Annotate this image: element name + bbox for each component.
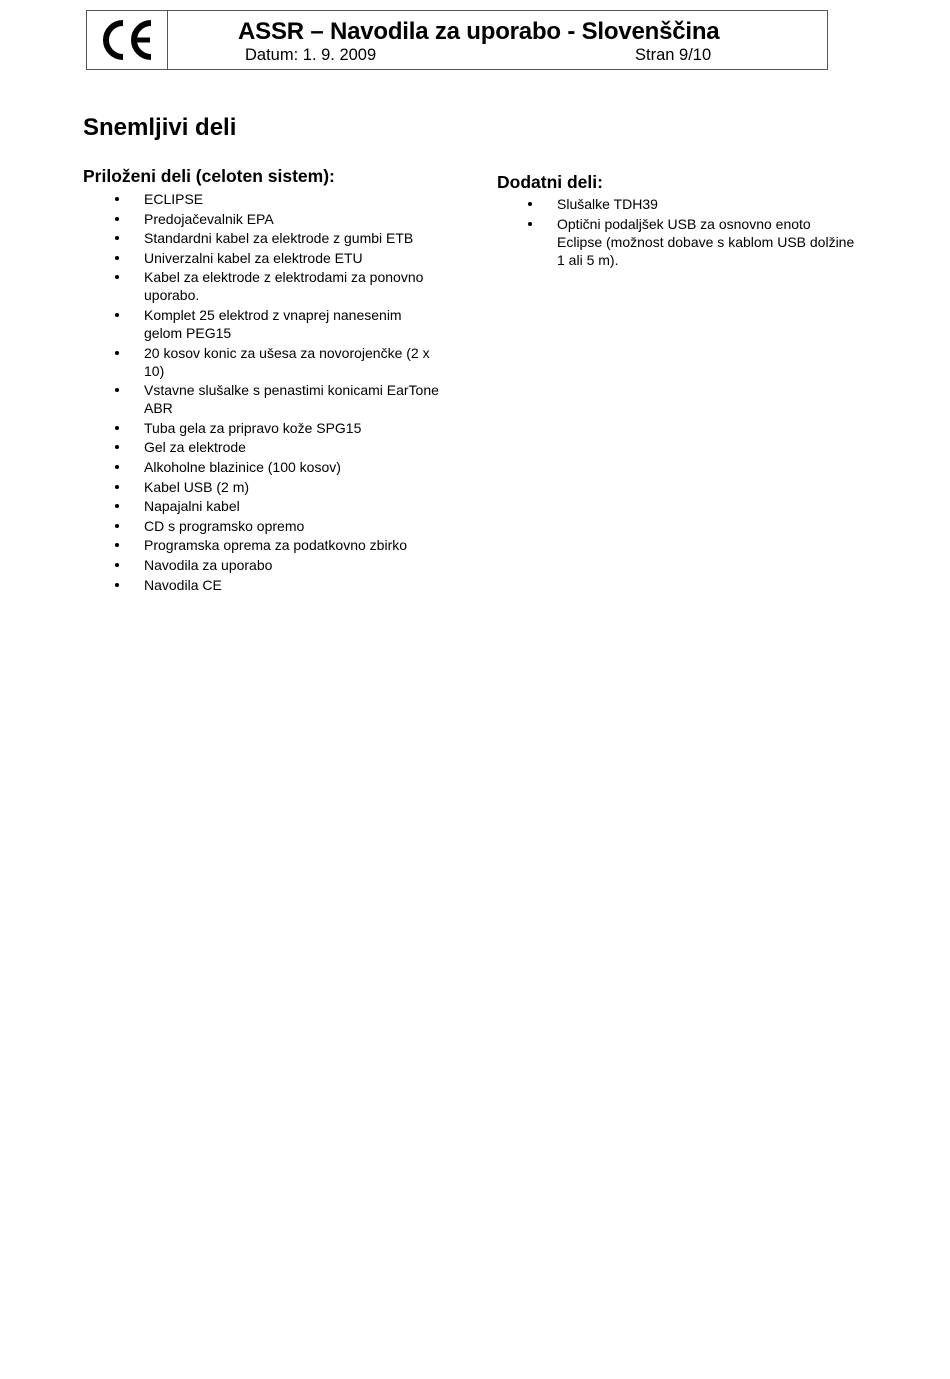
bullet-icon — [115, 524, 119, 528]
list-item-text: CD s programsko opremo — [144, 517, 305, 534]
bullet-icon — [115, 197, 119, 201]
list-item-text: Tuba gela za pripravo kože SPG15 — [144, 419, 362, 436]
list-item-text: Navodila za uporabo — [144, 556, 273, 573]
list-item-text: Kabel za elektrode z elektrodami za ponovno uporabo. — [144, 269, 424, 304]
bullet-icon — [115, 351, 119, 355]
bullet-icon — [115, 485, 119, 489]
list-item — [113, 268, 443, 304]
bullet-icon — [115, 275, 119, 279]
list-item — [526, 195, 856, 213]
bullet-icon — [115, 217, 119, 221]
list-item — [113, 458, 443, 476]
list-item-text: ECLIPSE — [144, 191, 204, 207]
list-item — [113, 438, 443, 456]
list-item-text: Kabel USB (2 m) — [144, 478, 250, 495]
list-item-text: Optični podaljšek USB za osnovno enoto Eclipse (možnost dobave s kablom USB dolžine 1 ali 5 m). — [557, 215, 855, 268]
list-item — [113, 536, 443, 554]
list-item — [113, 517, 443, 535]
bullet-icon — [115, 563, 119, 567]
list-item — [113, 190, 443, 208]
additional-parts-heading: Dodatni deli: — [497, 172, 603, 192]
list-item-text: 20 kosov konic za ušesa za novorojenčke (2 x 10) — [144, 344, 430, 379]
list-item-text: Standardni kabel za elektrode z gumbi ETB — [144, 230, 414, 247]
page-number: Stran 9/10 — [635, 46, 712, 64]
bullet-icon — [528, 222, 532, 226]
bullet-icon — [115, 504, 119, 508]
list-item — [113, 478, 443, 496]
list-item — [526, 215, 856, 269]
bullet-icon — [115, 388, 119, 392]
bullet-icon — [115, 426, 119, 430]
bullet-icon — [115, 445, 119, 449]
list-item-text: Predojačevalnik EPA — [144, 210, 274, 227]
section-title: Snemljivi deli — [83, 114, 237, 141]
additional-parts-list — [526, 195, 856, 270]
bullet-icon — [115, 313, 119, 317]
list-item — [113, 229, 443, 247]
bullet-icon — [115, 465, 119, 469]
document-date: Datum: 1. 9. 2009 — [245, 46, 377, 64]
bullet-icon — [115, 543, 119, 547]
bullet-icon — [115, 256, 119, 260]
header-title-cell — [168, 11, 827, 69]
bullet-icon — [115, 583, 119, 587]
ce-logo-cell — [87, 11, 168, 69]
bullet-icon — [528, 202, 532, 206]
list-item-text: Vstavne slušalke s penastimi konicami EarTone ABR — [144, 382, 439, 417]
list-item — [113, 381, 443, 417]
list-item — [113, 497, 443, 515]
list-item-text: Navodila CE — [144, 576, 222, 593]
bullet-icon — [115, 236, 119, 240]
list-item — [113, 249, 443, 267]
list-item — [113, 306, 443, 342]
document-header — [86, 10, 828, 70]
list-item-text: Alkoholne blazinice (100 kosov) — [144, 458, 341, 475]
list-item — [113, 344, 443, 380]
list-item-text: Programska oprema za podatkovno zbirko — [144, 537, 408, 554]
list-item — [113, 210, 443, 228]
list-item — [113, 576, 443, 594]
list-item — [113, 419, 443, 437]
document-title: ASSR – Navodila za uporabo - Slovenščina — [238, 18, 720, 45]
list-item-text: Gel za elektrode — [144, 439, 246, 456]
list-item — [113, 556, 443, 574]
included-parts-list — [113, 190, 443, 595]
list-item-text: Napajalni kabel — [144, 498, 240, 515]
list-item-text: Komplet 25 elektrod z vnaprej nanesenim gelom PEG15 — [144, 306, 402, 341]
list-item-text: Univerzalni kabel za elektrode ETU — [144, 249, 363, 266]
included-parts-heading: Priloženi deli (celoten sistem): — [83, 166, 335, 186]
list-item-text: Slušalke TDH39 — [557, 196, 658, 212]
ce-mark-icon — [97, 18, 157, 62]
